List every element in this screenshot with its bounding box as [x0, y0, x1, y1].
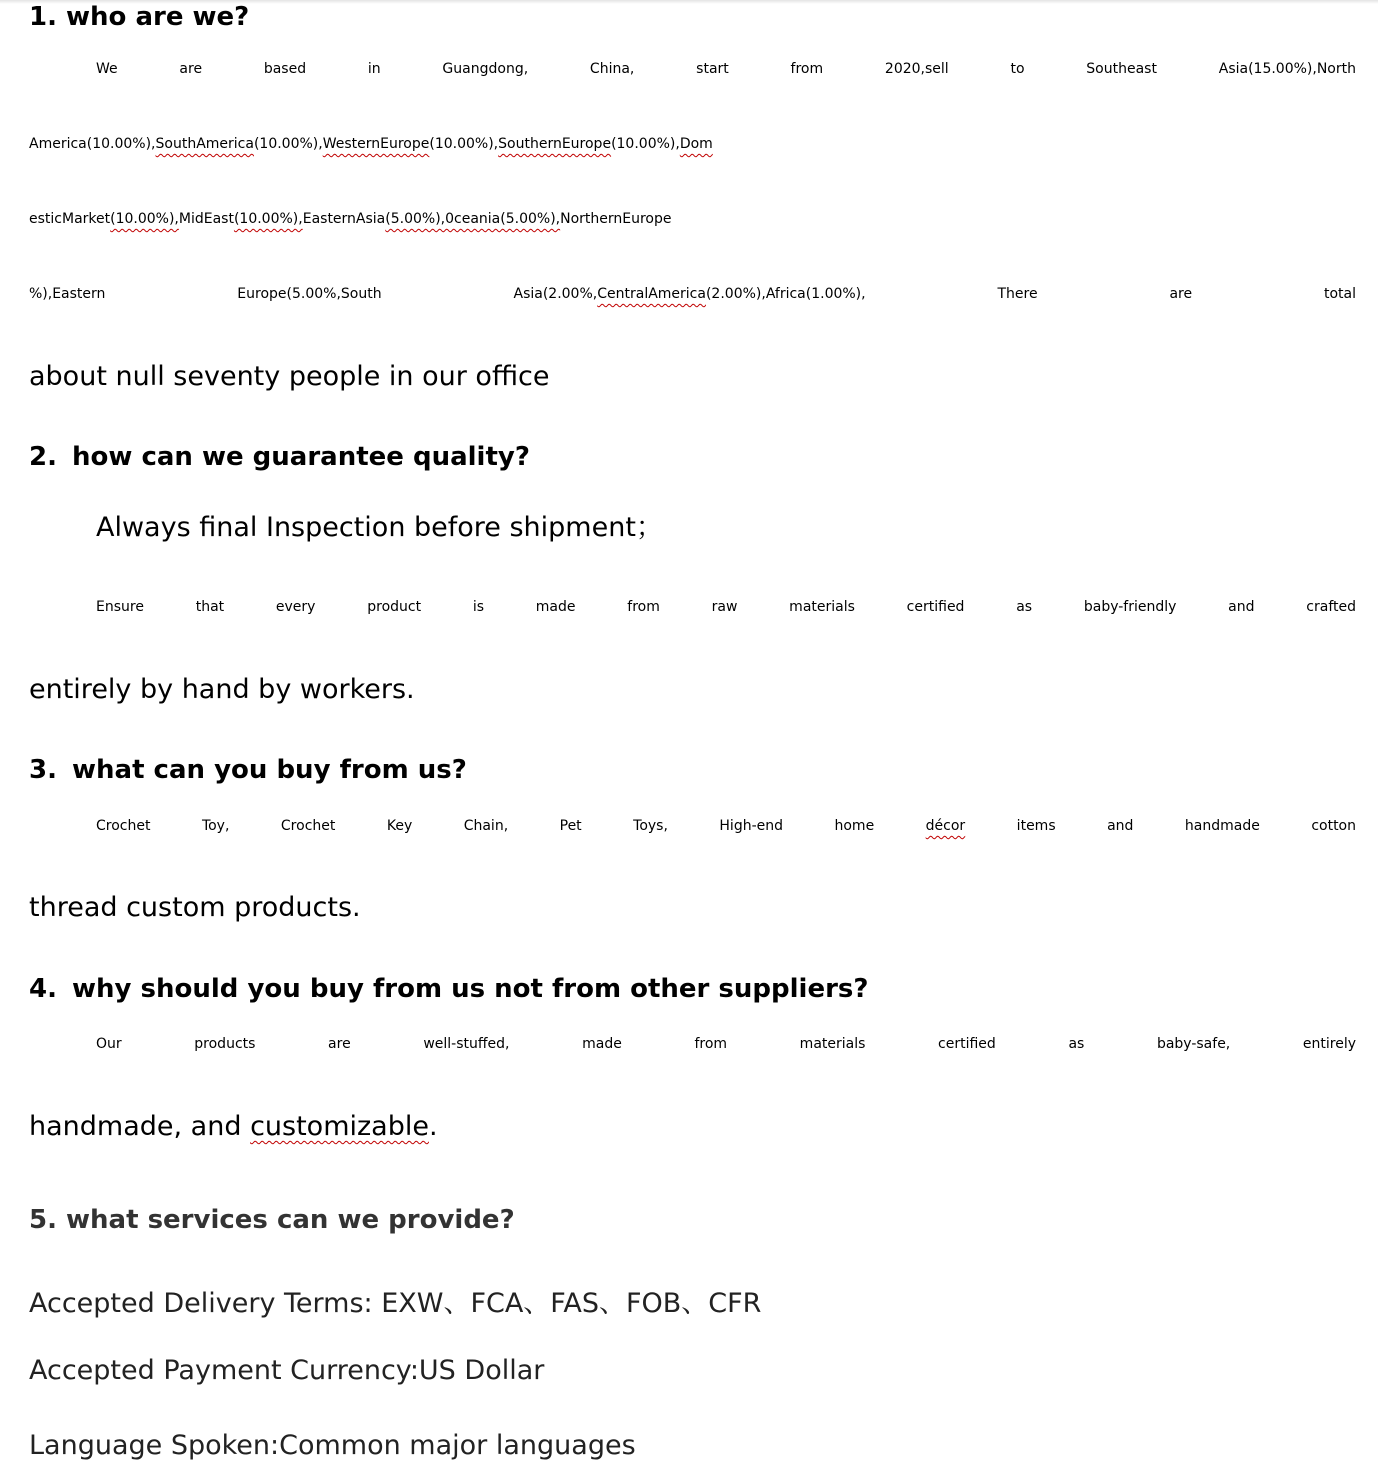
s3-line-1-seg-3: items and handmade cotton [965, 818, 1356, 834]
section-3-title: what can you buy from us? [72, 755, 467, 785]
line-2-seg-5: (10.00%), [429, 136, 499, 152]
section-1-line-5: about null seventy people in our office [29, 361, 550, 392]
line-3-seg-4: MidEast [178, 211, 234, 227]
line-4-seg-1: %),Eastern Europe(5.00%,South Asia(2.00%, [29, 286, 598, 302]
section-4-number: 4. [29, 974, 57, 1004]
section-1-heading: 1. who are we? [29, 2, 250, 32]
section-3-line-1 [96, 818, 1356, 834]
section-4-title: why should you buy from us not from other suppliers? [72, 974, 869, 1004]
section-2-number: 2. [29, 442, 57, 472]
section-4-heading [29, 974, 868, 1004]
section-2-line-2: Ensure that every product is made from raw materials certified as baby-friendly and crafted [96, 599, 1356, 615]
language-spoken: Language Spoken:Common major languages [29, 1430, 636, 1461]
section-3-number: 3. [29, 755, 57, 785]
line-3-seg-3: (10.00%), [110, 211, 179, 227]
section-4-line-1: Our products are well-stuffed, made from materials certified as baby-safe, entirely [96, 1036, 1356, 1052]
line-3-seg-8: NorthernEurope [560, 211, 672, 227]
line-2-seg-3: (10.00%), [253, 136, 323, 152]
line-3-seg-5: (10.00%), [233, 211, 303, 227]
s3-line-1-seg-1: Crochet Toy, Crochet Key Chain, Pet Toys, High-end home [96, 818, 926, 834]
section-2-line-1: Always final Inspection before shipment； [96, 512, 663, 543]
line-2-seg-1: America(10.00%), [29, 136, 156, 152]
s4-line-2-seg-3: . [428, 1111, 438, 1142]
line-2-seg-4: WesternEurope [322, 136, 430, 152]
line-2-seg-6: SouthernEurope [498, 136, 612, 152]
section-1-line-1: We are based in Guangdong, China, start from 2020,sell to Southeast Asia(15.00%),North [96, 61, 1356, 77]
section-2-line-3: entirely by hand by workers. [29, 674, 415, 705]
line-3-seg-6: EasternAsia [302, 211, 386, 227]
line-2-seg-8: Dom [679, 136, 713, 152]
line-3-seg-7: (5.00%),0ceania(5.00%), [385, 211, 561, 227]
s4-line-2-seg-1: handmade, and [29, 1111, 251, 1142]
section-3-heading [29, 755, 467, 785]
section-1-line-2 [29, 136, 1356, 152]
delivery-terms: Accepted Delivery Terms: EXW、FCA、FAS、FOB、CFR [29, 1288, 762, 1319]
section-4-line-2 [29, 1111, 438, 1142]
section-3-line-2: thread custom products. [29, 892, 361, 923]
s4-line-2-seg-2: customizable [250, 1111, 429, 1142]
line-2-seg-7: (10.00%), [611, 136, 680, 152]
line-4-seg-2: CentralAmerica [597, 286, 706, 302]
section-1-line-4 [29, 286, 1356, 302]
section-5-heading: 5. what services can we provide? [29, 1205, 515, 1235]
section-2-title: how can we guarantee quality? [72, 442, 530, 472]
line-3-seg-2: esticMarket [29, 211, 111, 227]
s3-line-1-seg-2: décor [925, 818, 966, 834]
line-2-seg-2: SouthAmerica [155, 136, 254, 152]
line-4-seg-3: (2.00%),Africa(1.00%), There are total [705, 286, 1357, 302]
section-1-line-3 [29, 211, 1356, 227]
payment-currency: Accepted Payment Currency:US Dollar [29, 1355, 545, 1386]
section-2-heading [29, 442, 530, 472]
